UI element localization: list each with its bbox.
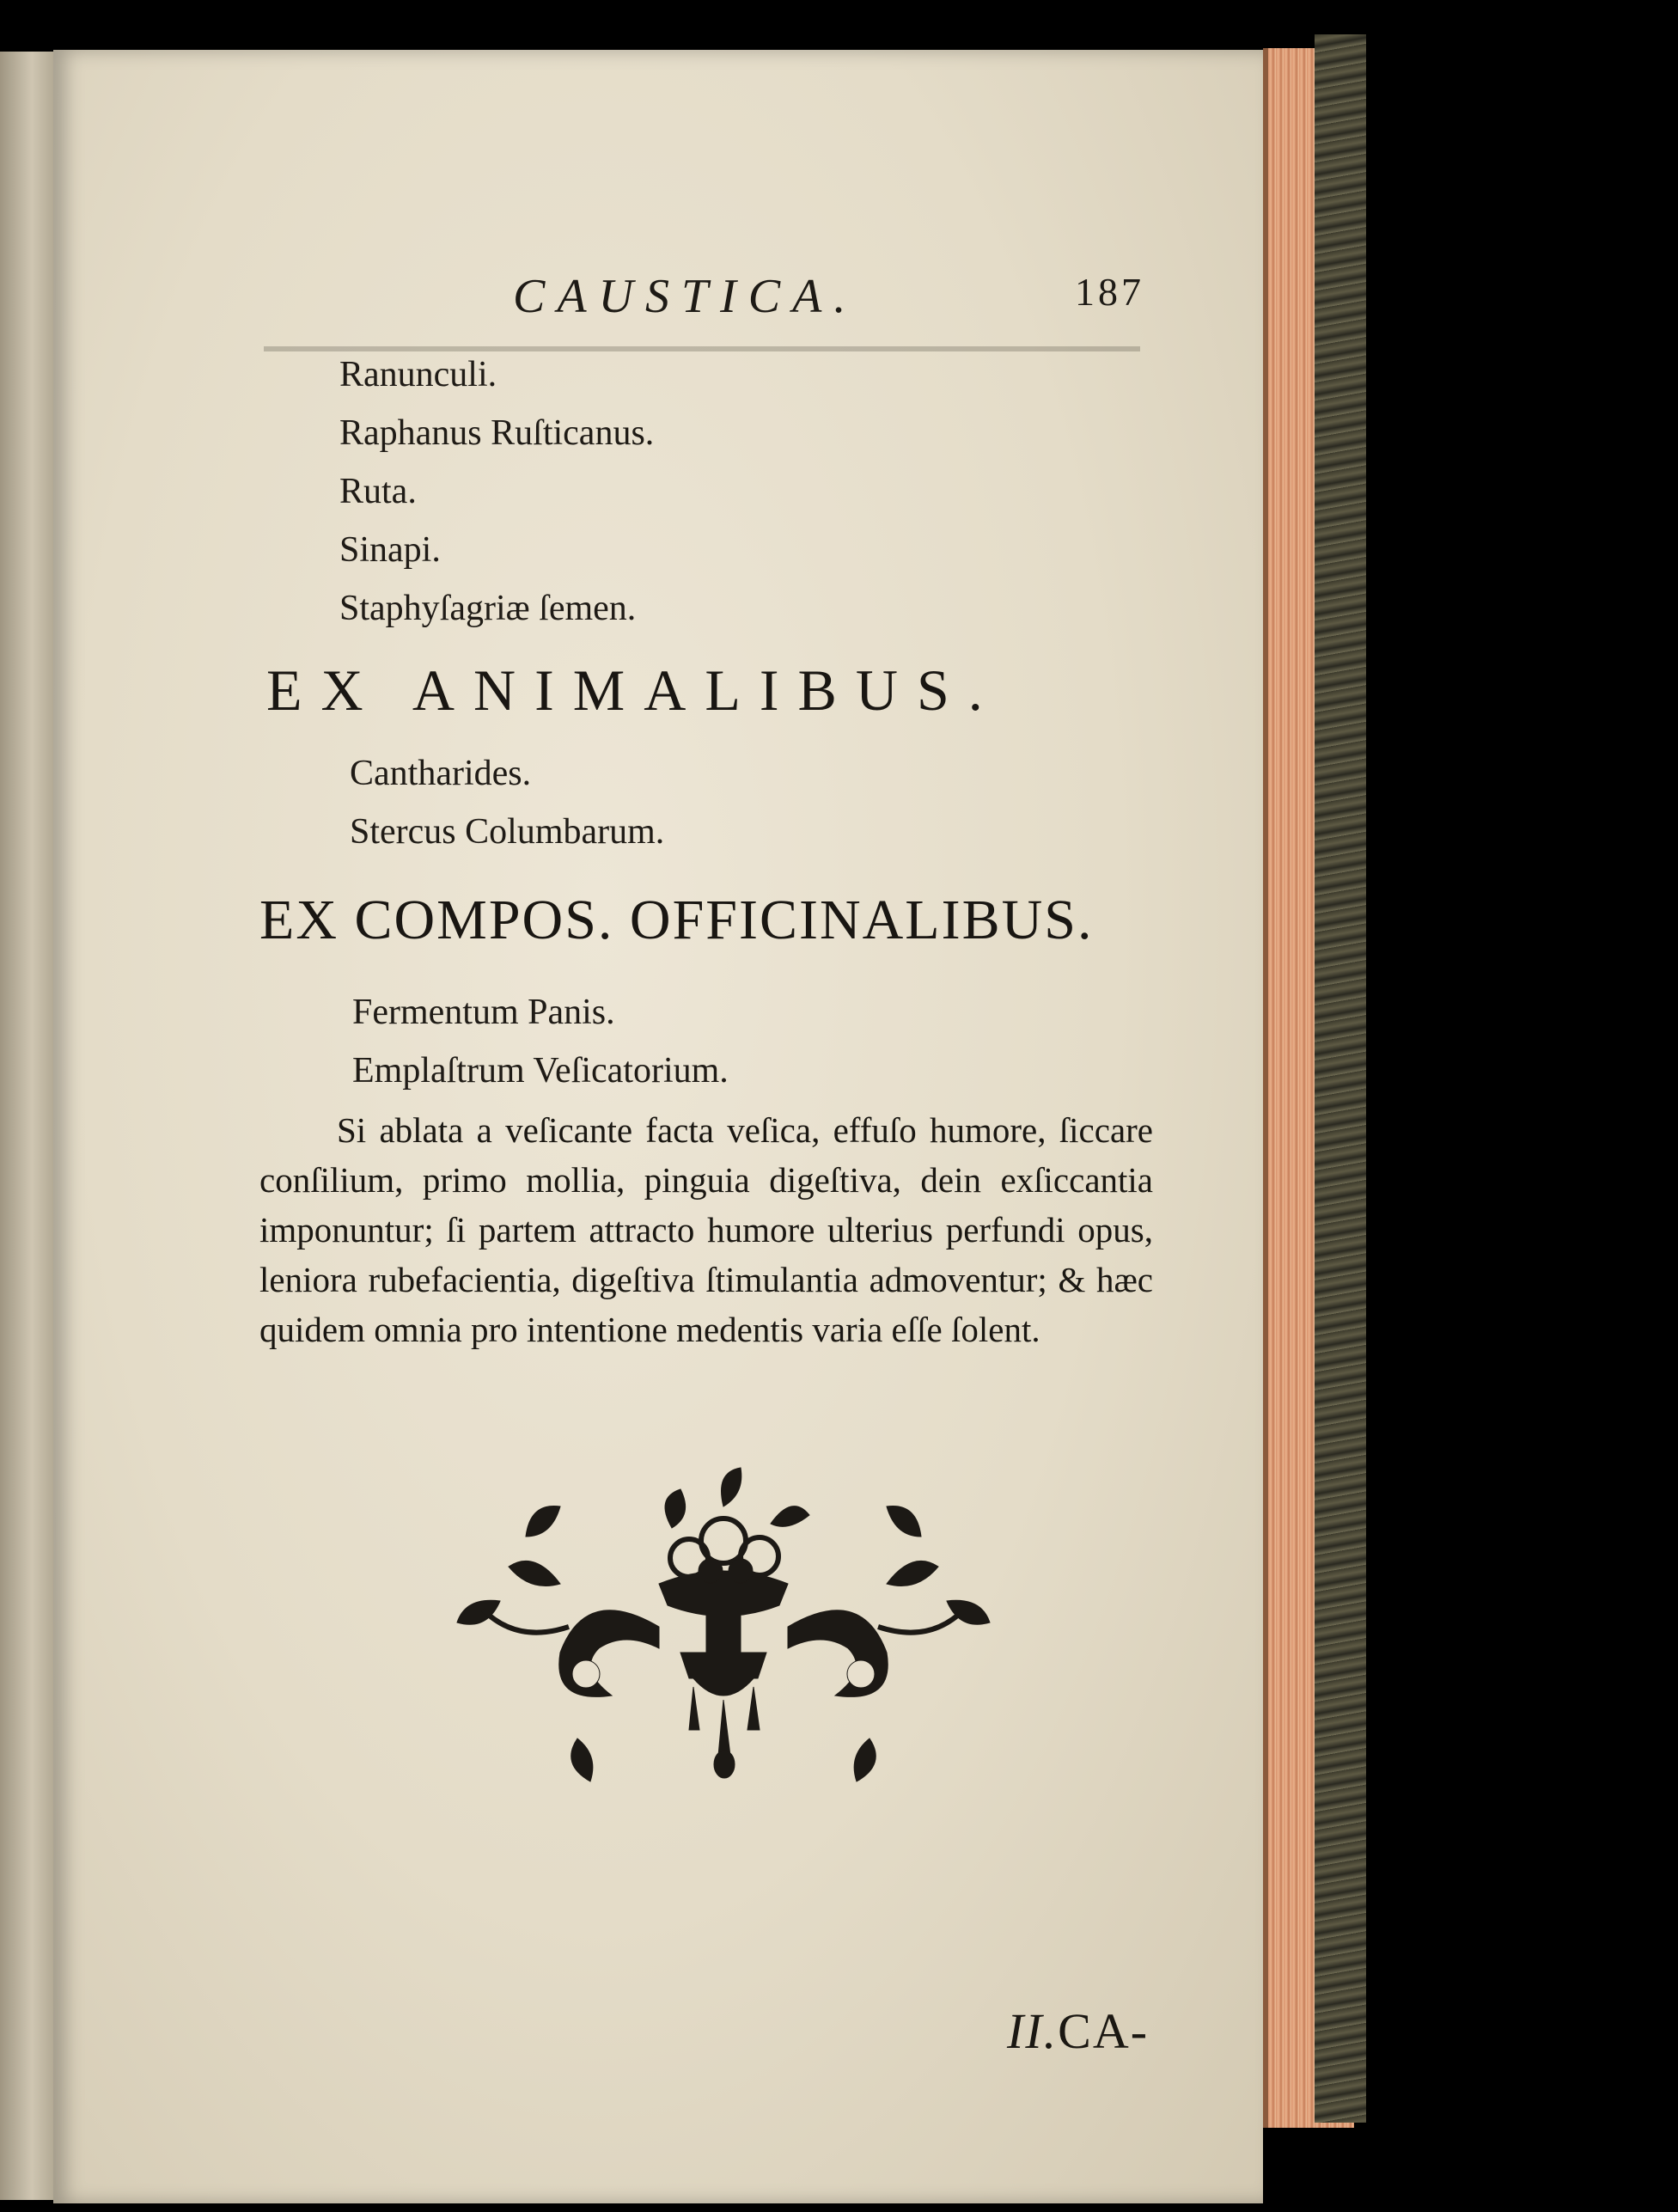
list-item: Stercus Columbarum. [350, 812, 665, 852]
list-item: Staphyſagriæ ſemen. [339, 589, 637, 628]
officinal-list [352, 983, 729, 1100]
list-item: Fermentum Panis. [352, 993, 615, 1032]
animals-list [350, 744, 664, 861]
book-cover-edge [1315, 34, 1366, 2123]
list-item: Sinapi. [339, 530, 441, 570]
body-paragraph: Si ablata a veſicante facta veſica, effuſo humore, ſiccare conſilium, primo mollia, pinguia digeſtiva, dein exſiccantia imponuntur; ſi partem attracto humore ulterius perfundi opus, leniora rubefacientia, digeſtiva ſtimulantia admoventur; & hæc quidem omnia pro intentione medentis varia eſſe ſolent. [259, 1110, 1153, 1349]
section-heading-animals: EX ANIMALIBUS. [266, 657, 1002, 723]
facing-page-edge [0, 52, 53, 2200]
page-number: 187 [1075, 270, 1144, 314]
floral-urn-vignette-icon [448, 1455, 998, 1799]
list-item: Raphanus Ruſticanus. [339, 413, 655, 453]
list-item: Ruta. [339, 472, 417, 511]
list-item: Cantharides. [350, 754, 532, 793]
catchword-numeral: II. [1007, 2003, 1059, 2059]
plants-list [339, 345, 654, 638]
catchword-text: CA- [1058, 2003, 1150, 2059]
running-header [513, 269, 1144, 329]
page [53, 50, 1263, 2203]
catchword [1007, 2002, 1149, 2060]
section-heading-officinal: EX COMPOS. OFFICINALIBUS. [259, 889, 1094, 951]
running-title: CAUSTICA. [513, 270, 858, 323]
list-item: Ranunculi. [339, 355, 497, 394]
list-item: Emplaſtrum Veſicatorium. [352, 1051, 729, 1091]
